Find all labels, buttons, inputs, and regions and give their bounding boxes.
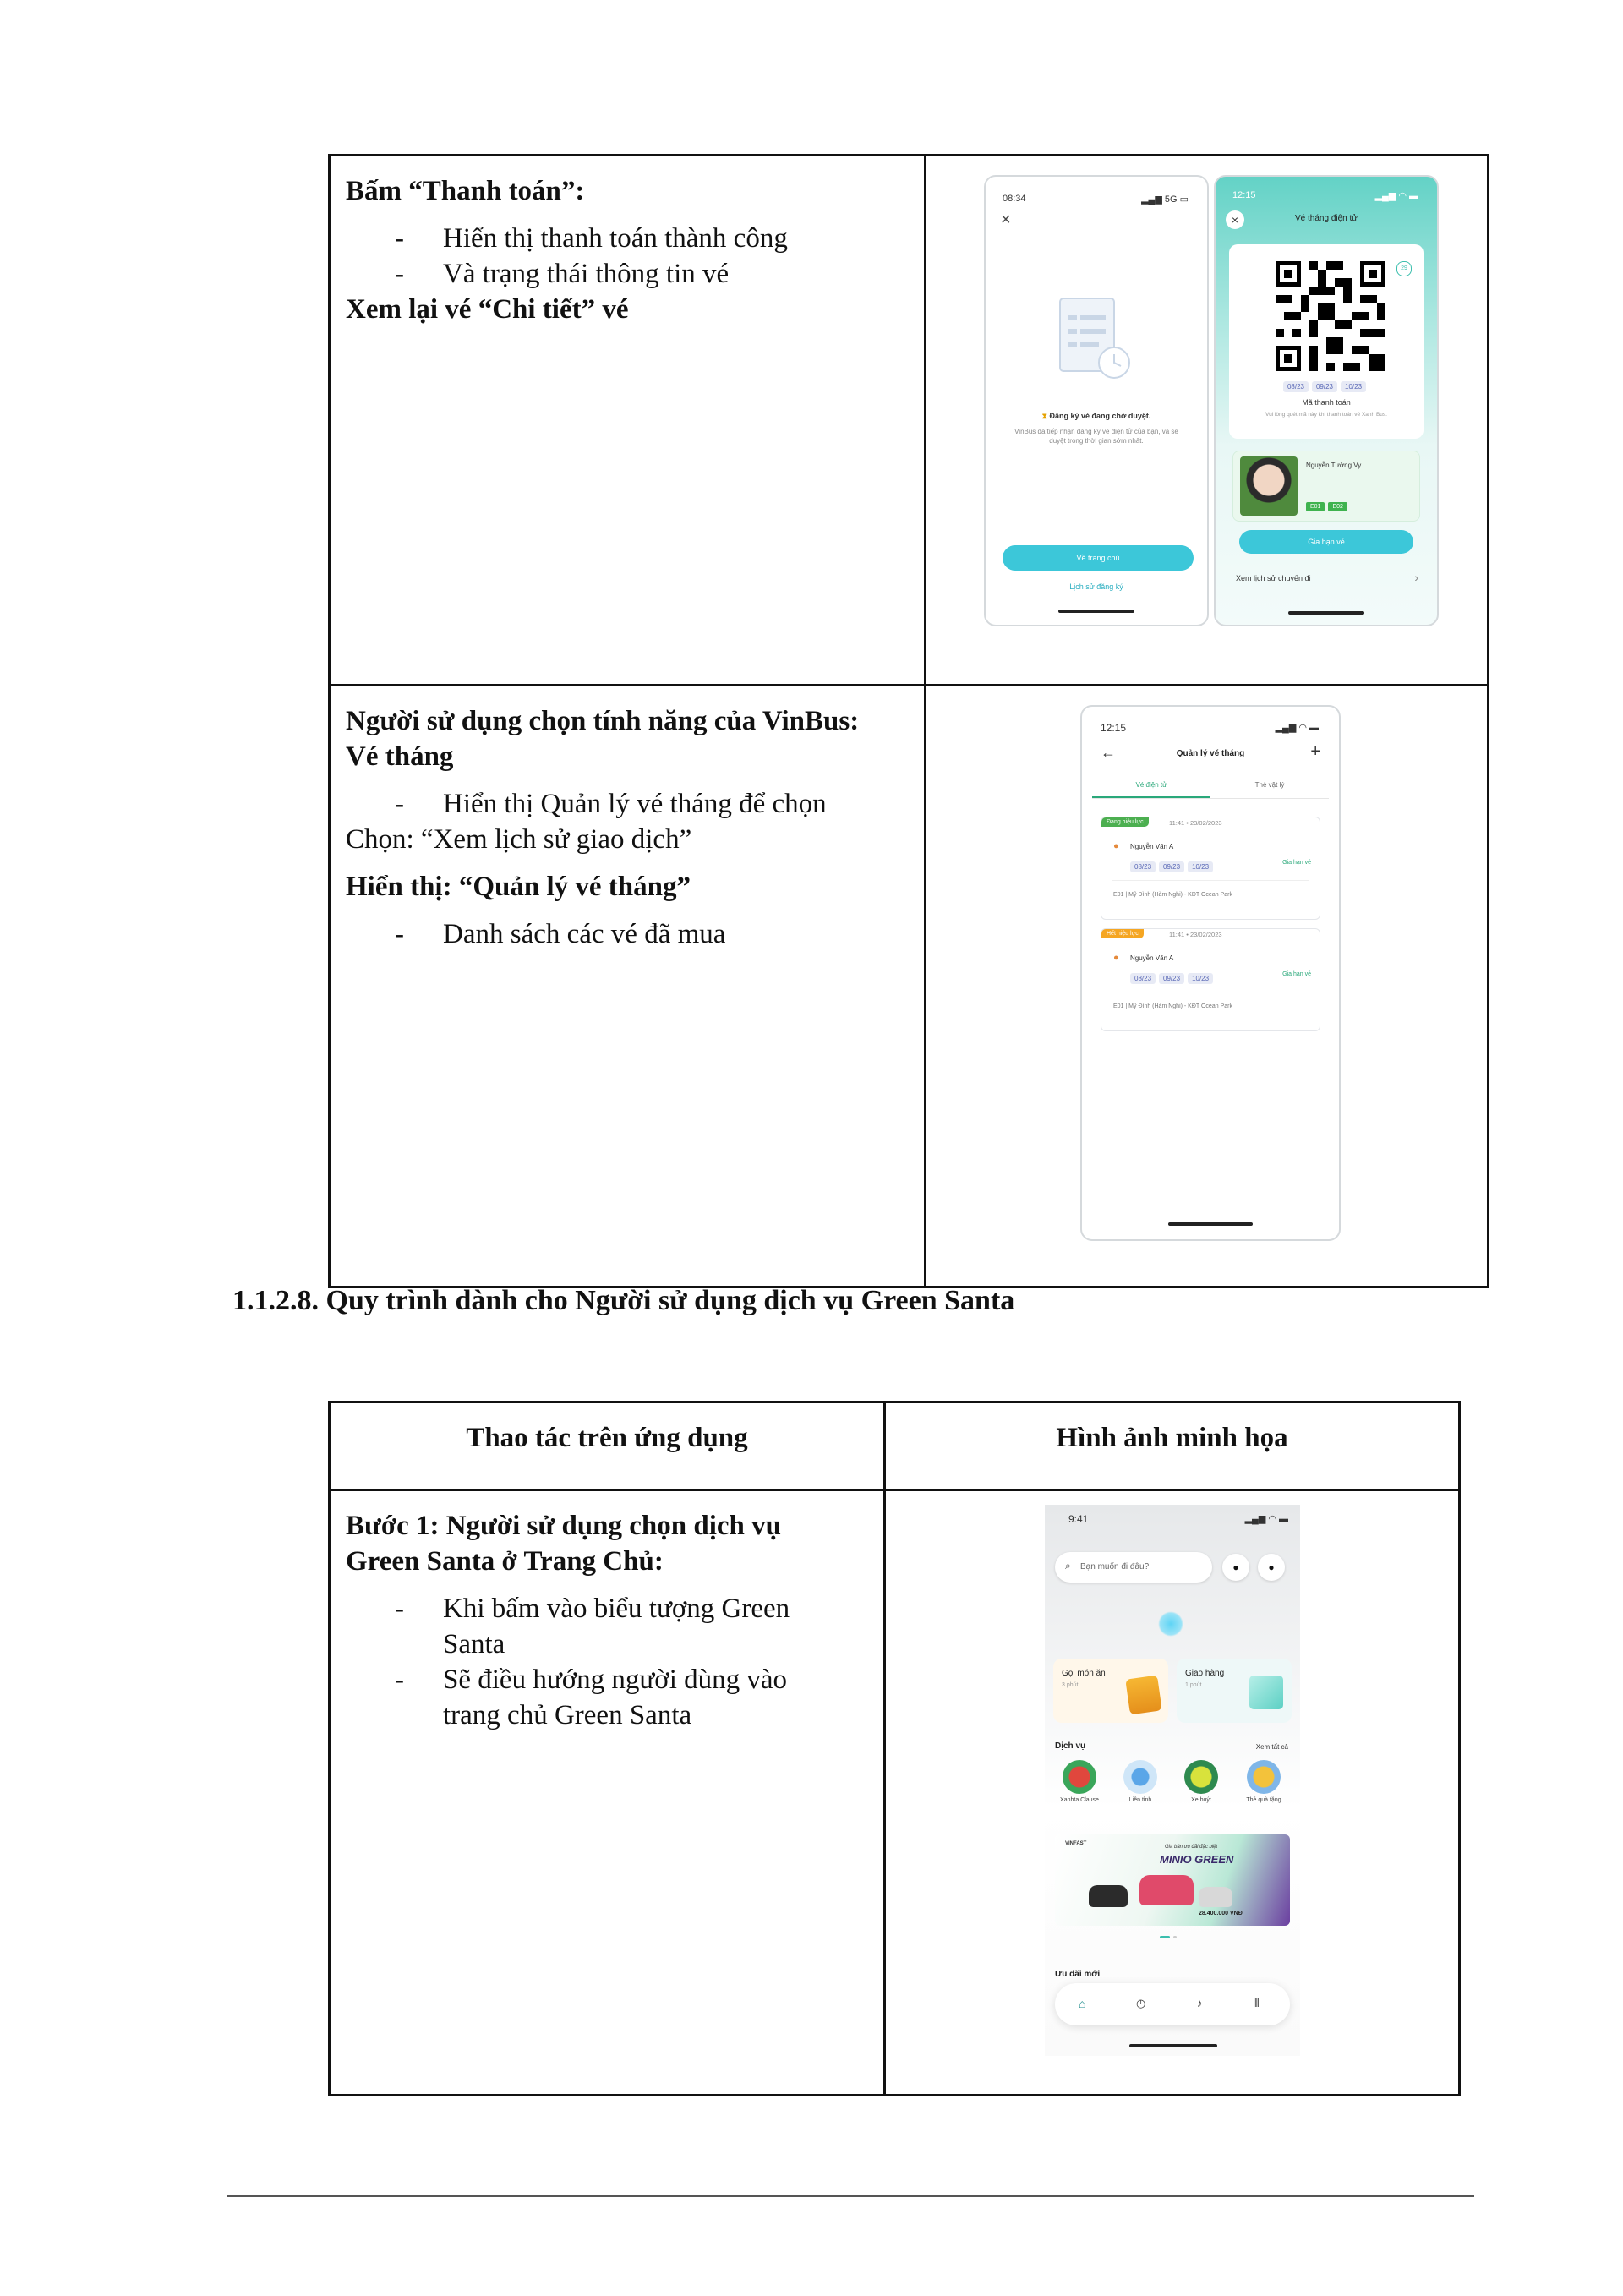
service-xanhta-clause[interactable]: Xanhta Clause	[1050, 1760, 1109, 1803]
banner-subtitle: Giá bán ưu đãi đặc biệt	[1165, 1845, 1218, 1850]
passenger-name: Nguyễn Văn A	[1130, 954, 1174, 962]
row1-subtitle: Xem lại vé “Chi tiết” vé	[346, 294, 629, 325]
row1-text-cell	[330, 156, 926, 686]
timer-badge: 29	[1396, 261, 1412, 276]
extend-link[interactable]: Gia hạn vé	[1282, 860, 1311, 866]
carousel-dots	[1160, 1936, 1185, 1939]
ticket-date: 11:41 • 23/02/2023	[1169, 819, 1222, 827]
phone-green-santa-home	[1045, 1505, 1300, 2056]
row2-title-line2: Vé tháng	[346, 741, 454, 772]
month-chip: 08/23	[1283, 381, 1309, 392]
search-placeholder: Bạn muốn đi đâu?	[1080, 1562, 1150, 1572]
month-chip: 09/23	[1159, 861, 1184, 872]
row1-image-cell	[926, 156, 1489, 686]
status-time: 12:15	[1232, 190, 1256, 200]
extend-ticket-button[interactable]: Gia hạn vé	[1239, 530, 1413, 554]
eticket-title: Vé tháng điện tử	[1295, 214, 1358, 223]
footer-divider	[227, 2195, 1474, 2197]
column-header: Hình ảnh minh họa	[885, 1402, 1460, 1490]
signal-indicator: ▂▄▆ ◠ ▬	[1374, 191, 1418, 201]
profile-icon[interactable]: ●	[1258, 1554, 1285, 1581]
status-time: 12:15	[1101, 722, 1127, 734]
qr-card	[1229, 244, 1424, 439]
status-badge: Đang hiệu lực	[1101, 817, 1149, 827]
passenger-card	[1232, 451, 1420, 522]
service-gift-card[interactable]: Thẻ quà tặng	[1232, 1760, 1295, 1803]
trip-history-link[interactable]: Xem lịch sử chuyến đi	[1236, 574, 1311, 582]
avatar	[1240, 456, 1298, 516]
month-chip: 08/23	[1130, 861, 1156, 872]
hourglass-icon: ⧗	[1041, 412, 1047, 420]
delivery-card-sub: 1 phút	[1185, 1682, 1202, 1688]
month-chip: 09/23	[1159, 973, 1184, 984]
step1-bullet: - Khi bấm vào biểu tượng Green Santa	[346, 1591, 883, 1662]
promo-banner[interactable]	[1055, 1834, 1290, 1926]
month-chips	[1229, 378, 1424, 393]
row2-choose: Chọn: “Xem lịch sử giao dịch”	[346, 824, 692, 855]
bus-icon	[1184, 1760, 1218, 1794]
month-chip: 10/23	[1188, 861, 1213, 872]
route-badge: E01	[1306, 502, 1325, 511]
ticket-card[interactable]	[1101, 817, 1320, 920]
car-icon	[1139, 1875, 1194, 1905]
service-bus[interactable]: Xe buýt	[1172, 1760, 1231, 1803]
home-button[interactable]: Về trang chủ	[1003, 545, 1194, 571]
search-icon: ⌕	[1065, 1560, 1071, 1572]
signal-indicator: ▂▄▆ 5G ▭	[1141, 194, 1189, 205]
month-chips	[1130, 970, 1216, 985]
status-time: 08:34	[1003, 194, 1026, 204]
row1-title: Bấm “Thanh toán”:	[346, 176, 585, 206]
tab-physical-card[interactable]: Thẻ vật lý	[1254, 781, 1285, 789]
food-card-sub: 3 phút	[1062, 1682, 1079, 1688]
food-card-title: Gọi món ăn	[1062, 1669, 1106, 1678]
bottom-nav	[1055, 1983, 1290, 2025]
step1-text-cell	[330, 1490, 885, 2096]
gift-card-icon	[1247, 1760, 1281, 1794]
passenger-name: Nguyễn Văn A	[1130, 843, 1174, 850]
phone-monthly-ticket-manager	[1080, 705, 1341, 1241]
phone-registration-pending	[984, 175, 1209, 626]
qr-label: Mã thanh toán	[1302, 398, 1351, 407]
row2-bullet: - Hiển thị Quản lý vé tháng để chọn	[346, 786, 924, 822]
step1-bullet: - Sẽ điều hướng người dùng vào trang chủ Green Santa	[346, 1662, 883, 1733]
intercity-icon	[1123, 1760, 1157, 1794]
month-chip: 10/23	[1341, 381, 1366, 392]
passenger-name: Nguyễn Tường Vy	[1306, 462, 1362, 469]
services-title: Dịch vụ	[1055, 1741, 1086, 1751]
row1-bullet: - Hiển thị thanh toán thành công	[346, 221, 924, 256]
row2-display: Hiển thị: “Quản lý vé tháng”	[346, 872, 691, 902]
phone-monthly-eticket	[1214, 175, 1439, 626]
registration-history-link[interactable]: Lịch sử đăng ký	[1069, 582, 1123, 591]
menu-icon[interactable]: ⦀	[1254, 1997, 1260, 2009]
month-chip: 10/23	[1188, 973, 1213, 984]
food-card[interactable]	[1053, 1659, 1168, 1723]
pending-status-title: ⧗ Đăng ký vé đang chờ duyệt.	[1041, 412, 1151, 420]
step1-image-cell	[885, 1490, 1460, 2096]
signal-indicator: ▂▄▆ ◠ ▬	[1244, 1514, 1288, 1524]
status-time: 9:41	[1068, 1513, 1089, 1525]
user-icon[interactable]: ●	[1222, 1554, 1249, 1581]
document-clock-icon	[1053, 295, 1138, 388]
add-icon[interactable]: +	[1310, 742, 1320, 761]
ticket-flow-table	[328, 154, 1489, 1288]
person-icon: ●	[1113, 953, 1119, 963]
page-title: Quản lý vé tháng	[1176, 749, 1245, 758]
ticket-route: E01 | Mỹ Đình (Hàm Nghi) - KĐT Ocean Park	[1113, 1003, 1232, 1009]
route-badge: E02	[1328, 502, 1347, 511]
food-bag-icon	[1125, 1676, 1161, 1715]
delivery-card-title: Giao hàng	[1185, 1669, 1225, 1678]
bell-icon[interactable]: ♪	[1197, 1997, 1203, 2009]
signal-indicator: ▂▄▆ ◠ ▬	[1275, 723, 1319, 733]
row2-bullet: - Danh sách các vé đã mua	[346, 916, 924, 952]
delivery-card[interactable]	[1177, 1659, 1292, 1723]
banner-title: MINIO GREEN	[1160, 1853, 1234, 1866]
column-header: Thao tác trên ứng dụng	[330, 1402, 885, 1490]
close-icon[interactable]: ×	[1001, 210, 1011, 229]
banner-price: 28.400.000 VNĐ	[1199, 1911, 1243, 1916]
month-chip: 09/23	[1312, 381, 1337, 392]
section-heading: 1.1.2.8. Quy trình dành cho Người sử dụng dịch vụ Green Santa	[232, 1285, 1015, 1316]
chevron-right-icon: ›	[1414, 571, 1418, 584]
extend-link[interactable]: Gia hạn vé	[1282, 971, 1311, 977]
row2-image-cell	[926, 686, 1489, 1287]
offers-title: Ưu đãi mới	[1055, 1970, 1101, 1979]
tab-divider	[1092, 798, 1329, 799]
qr-code-icon	[1276, 261, 1385, 371]
row2-text-cell	[330, 686, 926, 1287]
green-santa-table	[328, 1401, 1461, 2096]
car-icon	[1089, 1885, 1128, 1907]
search-input[interactable]	[1055, 1552, 1212, 1583]
month-chips	[1130, 858, 1216, 873]
ticket-card[interactable]	[1101, 928, 1320, 1031]
close-icon[interactable]: ×	[1226, 210, 1244, 229]
banner-brand: VINFAST	[1065, 1841, 1087, 1846]
box-icon	[1249, 1676, 1283, 1709]
see-all-link[interactable]: Xem tất cả	[1255, 1743, 1288, 1751]
tab-eticket[interactable]: Vé điện tử	[1135, 781, 1167, 789]
ticket-date: 11:41 • 23/02/2023	[1169, 931, 1222, 938]
qr-desc: Vui lòng quét mã này khi thanh toán vé Xanh Bus.	[1265, 412, 1387, 418]
pending-status-desc: VinBus đã tiếp nhận đăng ký vé điện tử của bạn, và sẽ duyệt trong thời gian sớm nhất.	[1014, 428, 1178, 445]
row2-title: Người sử dụng chọn tính năng của VinBus:	[346, 706, 860, 736]
location-pin-icon	[1158, 1611, 1183, 1637]
car-icon	[1199, 1887, 1232, 1907]
clock-icon[interactable]: ◷	[1136, 1997, 1146, 2009]
person-icon: ●	[1113, 841, 1119, 851]
row1-bullet: - Và trạng thái thông tin vé	[346, 256, 924, 292]
home-icon[interactable]: ⌂	[1079, 1997, 1086, 2010]
back-arrow-icon[interactable]: ←	[1101, 744, 1116, 761]
service-intercity[interactable]: Liên tỉnh	[1111, 1760, 1170, 1803]
month-chip: 08/23	[1130, 973, 1156, 984]
status-badge: Hết hiệu lực	[1101, 929, 1144, 938]
ticket-route: E01 | Mỹ Đình (Hàm Nghi) - KĐT Ocean Park	[1113, 892, 1232, 898]
santa-gift-icon	[1063, 1760, 1096, 1794]
step1-title: Bước 1: Người sử dụng chọn dịch vụ	[346, 1511, 781, 1541]
step1-title-line2: Green Santa ở Trang Chủ:	[346, 1546, 664, 1577]
route-badges	[1306, 497, 1347, 512]
